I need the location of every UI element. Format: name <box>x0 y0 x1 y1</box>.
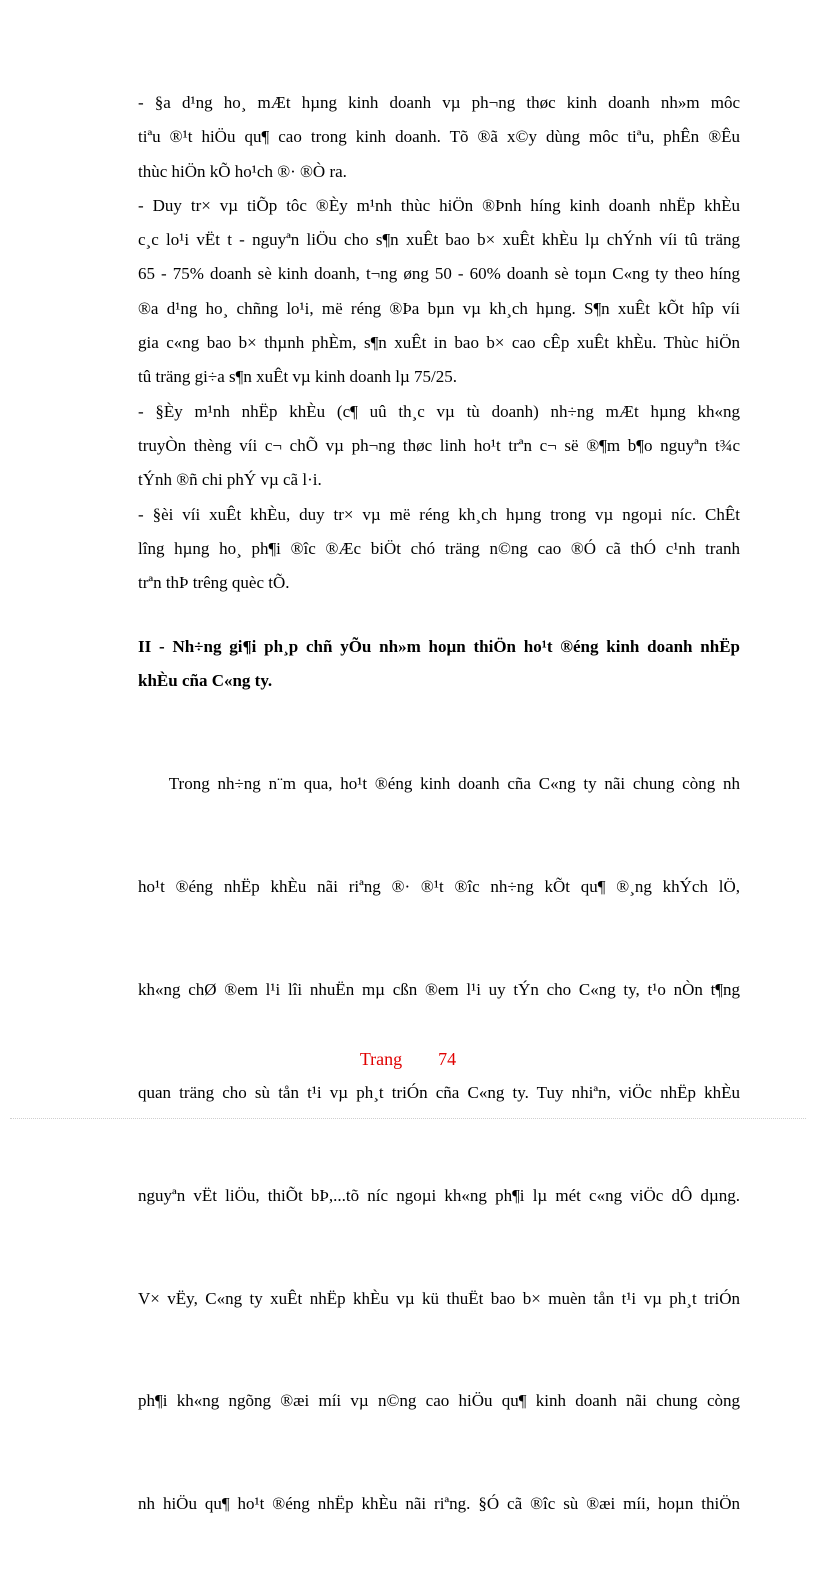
text-line: - §èi víi xuÊt khÈu, duy tr× vµ më réng kh¸ch hµng trong vµ ngoµi níc. ChÊt <box>138 504 740 524</box>
heading-line: II - Nh÷ng gi¶i ph¸p chñ yÕu nh»m hoµn thiÖn ho¹t ®éng kinh doanh nhËp <box>138 637 740 657</box>
text-line: kh«ng chØ ®em l¹i lîi nhuËn mµ cßn ®em l¹i uy tÝn cho C«ng ty, t¹o nÒn t¶ng <box>138 979 740 999</box>
text-line: - §Èy m¹nh nhËp khÈu (c¶ uû th¸c vµ tù doanh) nh÷ng mÆt hµng kh«ng <box>138 401 740 421</box>
text-line: ho¹t ®éng nhËp khÈu nãi riªng ®· ®¹t ®îc nh÷ng kÕt qu¶ ®¸ng khÝch lÖ, <box>138 876 740 896</box>
text-line: nh hiÖu qu¶ ho¹t ®éng nhËp khÈu nãi riªng. §Ó cã ®îc sù ®æi míi, hoµn thiÖn <box>138 1494 740 1514</box>
heading-line: khÈu cña C«ng ty. <box>138 671 273 691</box>
paragraph-push-import <box>138 395 740 498</box>
section-heading <box>138 630 740 698</box>
text-line: truyÒn thèng víi c¬ chÕ vµ ph¬ng thøc linh ho¹t trªn c¬ së ®¶m b¶o nguyªn t¾c <box>138 435 740 455</box>
text-line: lîng hµng ho¸ ph¶i ®îc ®Æc biÖt chó träng n©ng cao ®Ó cã thÓ c¹nh tranh <box>138 538 740 558</box>
paragraph-export <box>138 498 740 601</box>
text-line: gia c«ng bao b× thµnh phÈm, s¶n xuÊt in bao b× cao cÊp xuÊt khÈu. Thùc hiÖn <box>138 333 740 353</box>
text-line: quan träng cho sù tån t¹i vµ ph¸t triÓn cña C«ng ty. Tuy nhiªn, viÖc nhËp khÈu <box>138 1082 740 1102</box>
page-bottom-divider <box>10 1118 806 1119</box>
text-line: ph¶i kh«ng ngõng ®æi míi vµ n©ng cao hiÖu qu¶ kinh doanh nãi chung còng <box>138 1391 740 1411</box>
footer-label: Trang <box>359 1049 403 1069</box>
page-number: 74 <box>438 1049 457 1069</box>
text-line: tÝnh ®ñ chi phÝ vµ cã l·i. <box>138 470 322 490</box>
page-content <box>138 86 740 1590</box>
paragraph-diversify <box>138 86 740 189</box>
paragraph-maintain-import <box>138 189 740 395</box>
text-line: thùc hiÖn kÕ ho¹ch ®· ®Ò ra. <box>138 161 347 181</box>
text-line: V× vËy, C«ng ty xuÊt nhËp khÈu vµ kü thuËt bao b× muèn tån t¹i vµ ph¸t triÓn <box>138 1288 740 1308</box>
text-line: 65 - 75% doanh sè kinh doanh, t¬ng øng 50 - 60% doanh sè toµn C«ng ty theo híng <box>138 264 740 284</box>
text-line: c¸c lo¹i vËt t - nguyªn liÖu cho s¶n xuÊt bao b× xuÊt khÈu lµ chÝnh víi tû träng <box>138 230 740 250</box>
text-line: tiªu ®¹t hiÖu qu¶ cao trong kinh doanh. Tõ ®ã x©y dùng môc tiªu, phÊn ®Êu <box>138 127 740 147</box>
paragraph-body <box>138 698 740 1590</box>
text-line: nguyªn vËt liÖu, thiÕt bÞ,...tõ níc ngoµi kh«ng ph¶i lµ mét c«ng viÖc dÔ dµng. <box>138 1185 740 1205</box>
text-line: ®a d¹ng ho¸ chñng lo¹i, më réng ®Þa bµn vµ kh¸ch hµng. S¶n xuÊt kÕt hîp víi <box>138 298 740 318</box>
text-line: trªn thÞ trêng quèc tÕ. <box>138 573 290 593</box>
page-footer <box>0 1049 816 1070</box>
text-line: tû träng gi÷a s¶n xuÊt vµ kinh doanh lµ 75/25. <box>138 367 457 387</box>
text-line: Trong nh÷ng n¨m qua, ho¹t ®éng kinh doanh cña C«ng ty nãi chung còng nh <box>138 774 740 794</box>
text-line: - §a d¹ng ho¸ mÆt hµng kinh doanh vµ ph¬ng thøc kinh doanh nh»m môc <box>138 93 740 112</box>
text-line: - Duy tr× vµ tiÕp tôc ®Èy m¹nh thùc hiÖn ®Þnh híng kinh doanh nhËp khÈu <box>138 195 740 215</box>
